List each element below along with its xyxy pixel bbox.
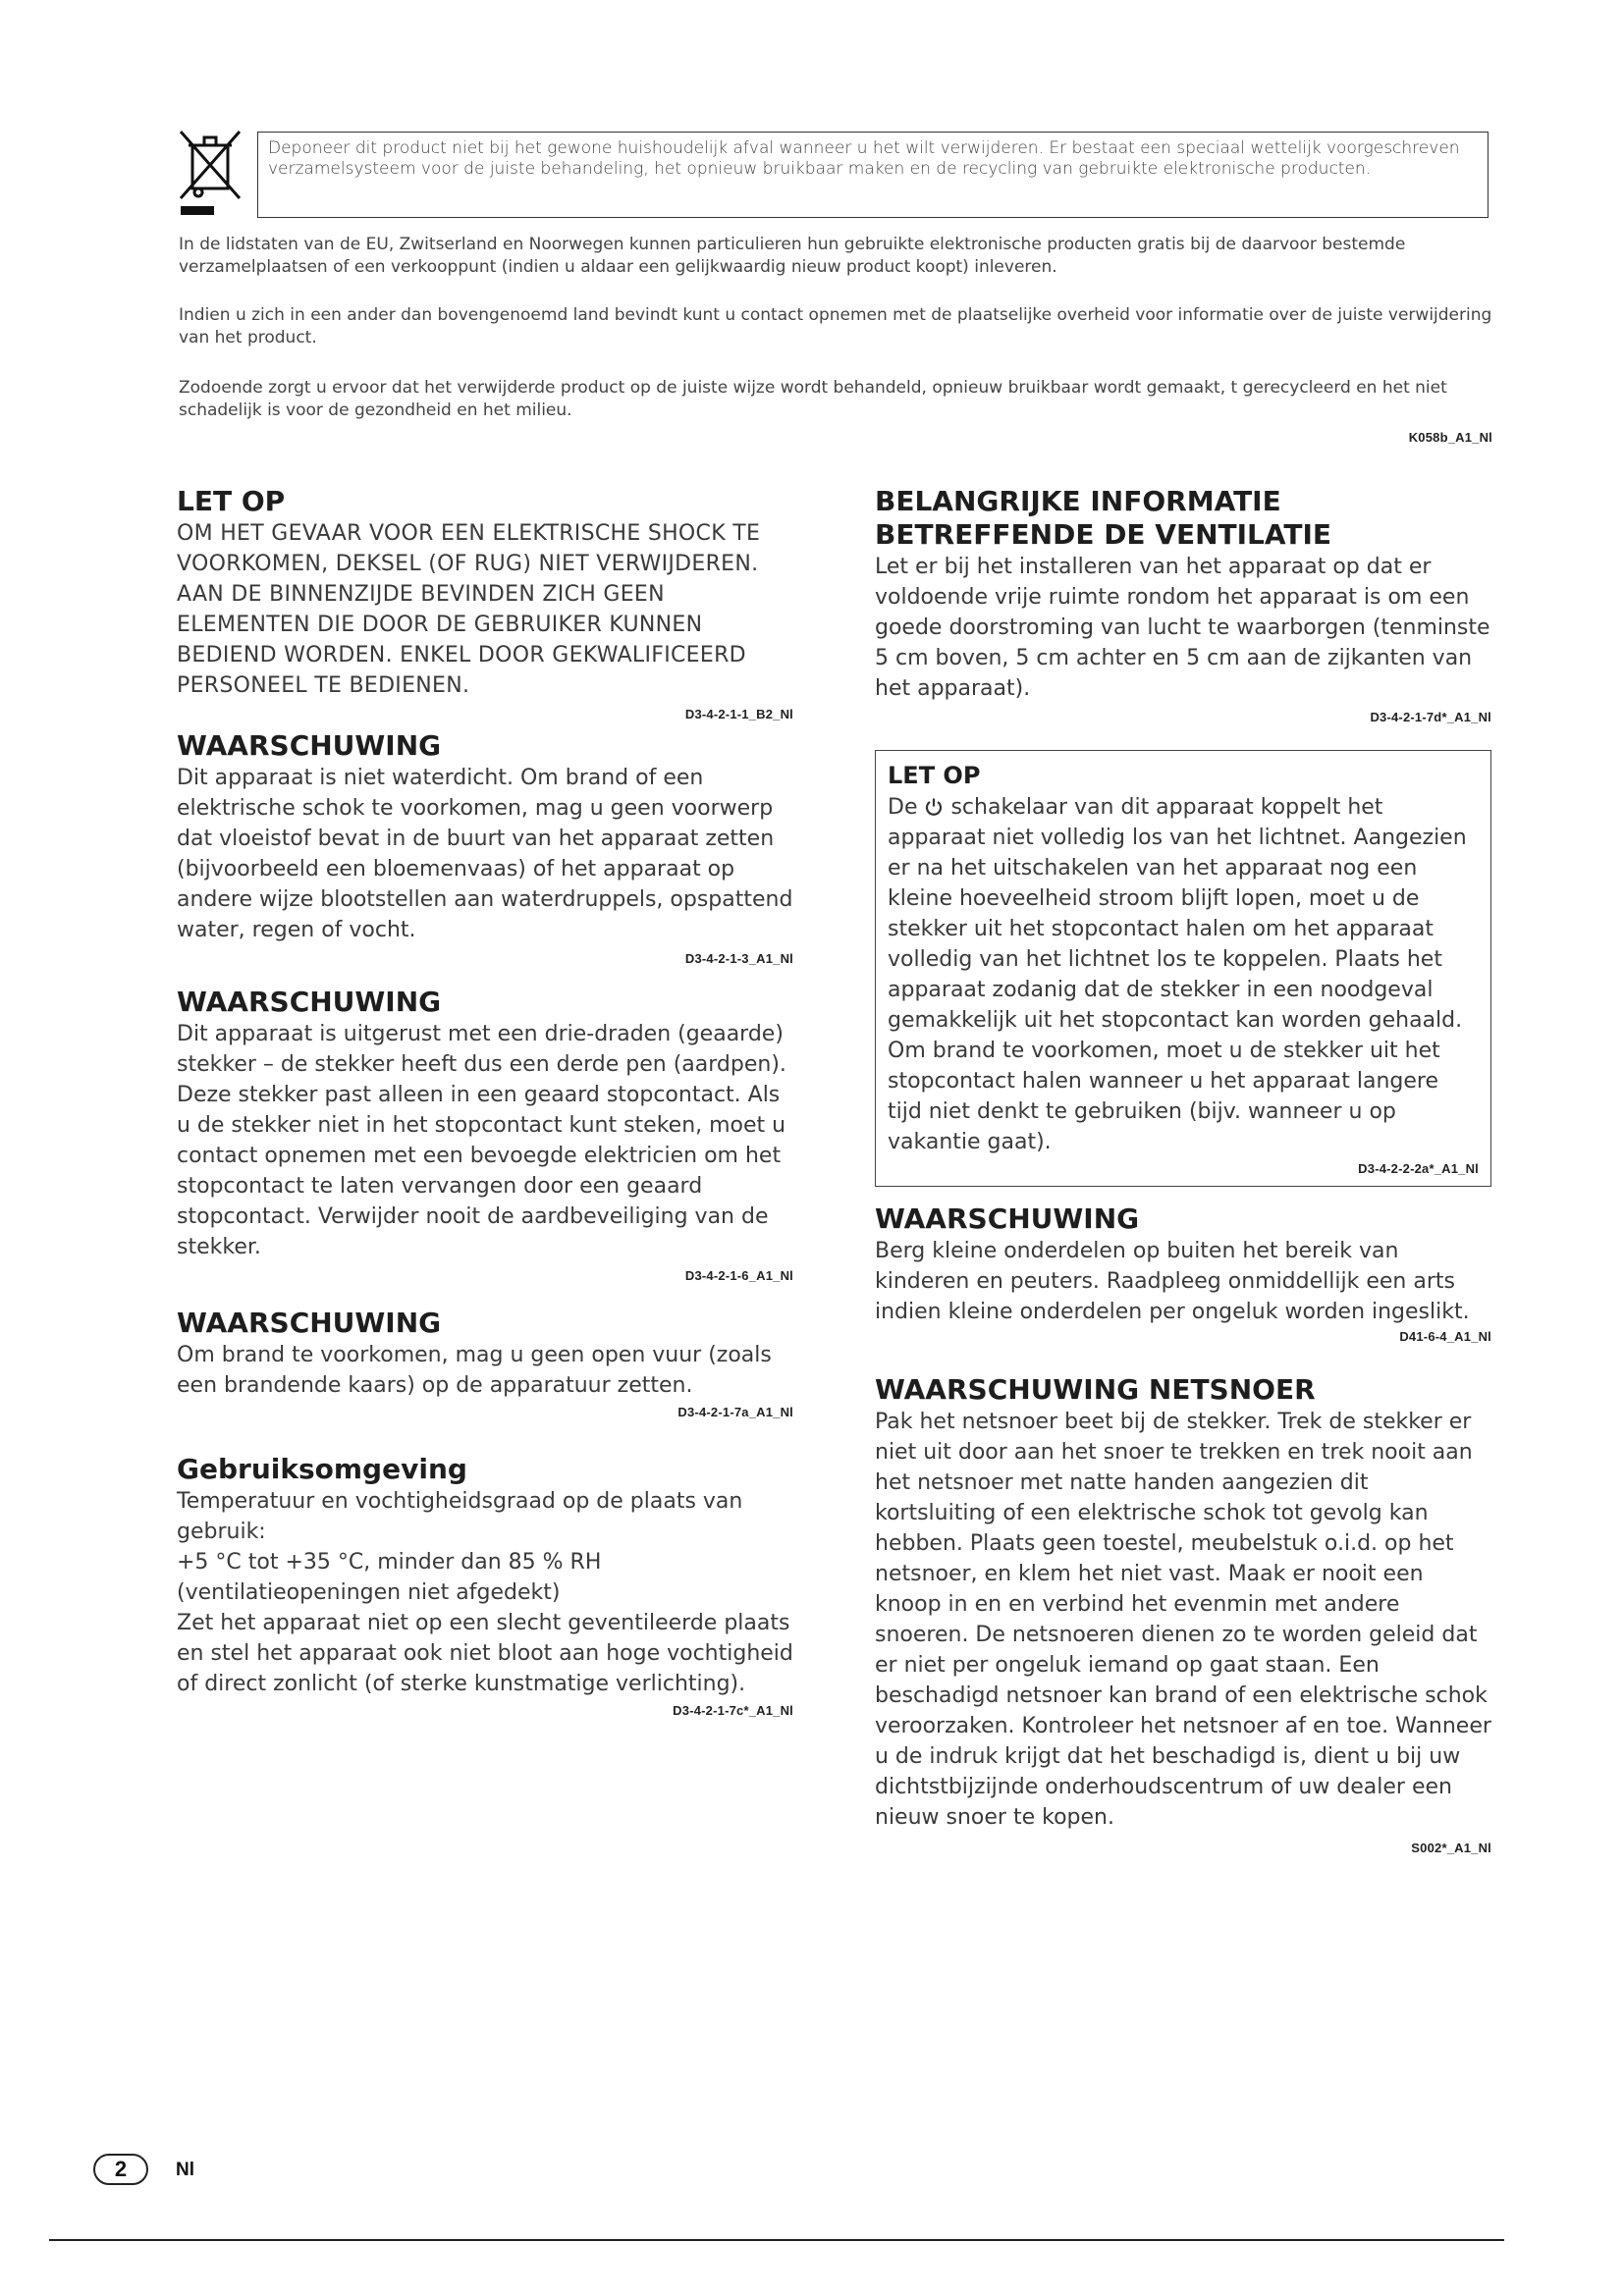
power-standby-icon xyxy=(924,797,944,817)
weee-notice-text: Deponeer dit product niet bij het gewone huishoudelijk afval wanneer u het wilt verwijderen. Er bestaat een speciaal wettelijk voorgeschreven verzamelsysteem voor de juiste behandeling, het opnieuw bruikbaar maken en de recycling van gebruikte elektronische producten. xyxy=(268,138,1460,179)
section-gebruiksomgeving xyxy=(177,1453,793,1718)
ventilatie-heading: BELANGRIJKE INFORMATIE BETREFFENDE DE VENTILATIE xyxy=(875,485,1332,551)
gebruiksomgeving-heading: Gebruiksomgeving xyxy=(177,1453,467,1485)
waarschuwing-heading: WAARSCHUWING xyxy=(177,1307,442,1339)
waarschuwing-body: Berg kleine onderdelen op buiten het bereik van kinderen en peuters. Raadpleeg onmiddellijk een arts indien kleine onderdelen per ongeluk worden ingeslikt. xyxy=(875,1239,1470,1324)
waarschuwing-code: D41-6-4_A1_Nl xyxy=(1399,1329,1491,1344)
waarschuwing-code: D3-4-2-1-7a_A1_Nl xyxy=(677,1405,793,1419)
weee-code: K058b_A1_Nl xyxy=(1408,430,1492,445)
weee-paragraph-other-country: Indien u zich in een ander dan bovengenoemd land bevindt kunt u contact opnemen met de plaatselijke overheid voor informatie over de juiste verwijdering van het product. xyxy=(179,305,1492,347)
waarschuwing-body: Dit apparaat is uitgerust met een drie-draden (geaarde) stekker – de stekker heeft dus een derde pen (aardpen). Deze stekker past alleen in een geaard stopcontact. Als u de stekker niet in het stopcontact kunt steken, moet u contact opnemen met een bevoegde elektricien om het stopcontact te laten vervangen door een geaard stopcontact. Verwijder nooit de aardbeveiliging van de stekker. xyxy=(177,1022,786,1259)
bottom-divider xyxy=(49,2239,1504,2241)
waarschuwing-heading: WAARSCHUWING xyxy=(875,1202,1140,1235)
weee-paragraph-environment: Zodoende zorgt u ervoor dat het verwijderde product op de juiste wijze wordt behandeld, opnieuw bruikbaar wordt gemaakt, t gerecycleerd en het niet schadelijk is voor de gezondheid en het milieu. xyxy=(179,378,1447,420)
gebruiksomgeving-code: D3-4-2-1-7c*_A1_Nl xyxy=(673,1703,793,1718)
waarschuwing-heading: WAARSCHUWING xyxy=(177,729,442,762)
weee-notice-box xyxy=(257,132,1489,218)
let-op-heading: LET OP xyxy=(177,485,286,517)
gebruiksomgeving-line: Temperatuur en vochtigheidsgraad op de plaats van gebruik: xyxy=(177,1489,743,1544)
section-waarschuwing-netsnoer xyxy=(875,1373,1491,1855)
waarschuwing-heading: WAARSCHUWING xyxy=(177,986,442,1018)
let-op-code: D3-4-2-1-1_B2_Nl xyxy=(684,707,793,721)
weee-paragraph-eu: In de lidstaten van de EU, Zwitserland en Noorwegen kunnen particulieren hun gebruikte elektronische producten gratis bij de daarvoor bestemde verzamelplaatsen of een verkooppunt (indien u aldaar een gelijkwaardig nieuw product koopt) inleveren. xyxy=(179,235,1406,277)
let-op-body: OM HET GEVAAR VOOR EEN ELEKTRISCHE SHOCK TE VOORKOMEN, DEKSEL (OF RUG) NIET VERWIJDEREN. AAN DE BINNENZIJDE BEVINDEN ZICH GEEN ELEMENTEN DIE DOOR DE GEBRUIKER KUNNEN BEDIEND WORDEN. ENKEL DOOR GEKWALIFICEERD PERSONEEL TE BEDIENEN. xyxy=(177,521,761,698)
section-ventilatie xyxy=(875,485,1491,724)
waarschuwing-body: Dit apparaat is niet waterdicht. Om brand of een elektrische schok te voorkomen, mag u geen voorwerp dat vloeistof bevat in de buurt van het apparaat zetten (bijvoorbeeld een bloemenvaas) of het apparaat op andere wijze blootstellen aan waterdruppels, opspattend water, regen of vocht. xyxy=(177,766,793,942)
let-op-code: D3-4-2-2-2a*_A1_Nl xyxy=(1358,1161,1479,1176)
language-code: Nl xyxy=(176,2160,194,2180)
section-waarschuwing-open-vuur xyxy=(177,1307,793,1419)
section-waarschuwing-geaard xyxy=(177,986,793,1283)
gebruiksomgeving-line: +5 °C tot +35 °C, minder dan 85 % RH xyxy=(177,1550,602,1575)
left-column xyxy=(177,485,793,1718)
gebruiksomgeving-line: Zet het apparaat niet op een slecht geventileerde plaats en stel het apparaat ook niet bloot aan hoge vochtigheid of direct zonlicht (of sterke kunstmatige verlichting). xyxy=(177,1611,793,1696)
ventilatie-body: Let er bij het installeren van het apparaat op dat er voldoende vrije ruimte rondom het apparaat is om een goede doorstroming van lucht te waarborgen (tenminste 5 cm boven, 5 cm achter en 5 cm aan de zijkanten van het apparaat). xyxy=(875,555,1490,701)
waarschuwing-code: D3-4-2-1-6_A1_Nl xyxy=(684,1268,793,1283)
section-let-op xyxy=(177,485,793,721)
let-op-text-after: schakelaar van dit apparaat koppelt het apparaat niet volledig los van het lichtnet. Aangezien er na het uitschakelen van het apparaat nog een kleine hoeveelheid stroom blijft lopen, moet u de stekker uit het stopcontact halen om het apparaat volledig van het lichtnet los te koppelen. Plaats het apparaat zodanig dat de stekker in een noodgeval gemakkelijk uit het stopcontact kan worden gehaald. Om brand te voorkomen, moet u de stekker uit het stopcontact halen wanneer u het apparaat langere tijd niet denkt te gebruiken (bijv. wanneer u op vakantie gaat). xyxy=(888,795,1467,1154)
gebruiksomgeving-line: (ventilatieopeningen niet afgedekt) xyxy=(177,1580,561,1605)
netsnoer-body: Pak het netsnoer beet bij de stekker. Trek de stekker er niet uit door aan het snoer te trekken en trek nooit aan het netsnoer met natte handen aangezien dit kortsluiting of een elektrische schok tot gevolg kan hebben. Plaats geen toestel, meubelstuk o.i.d. op het netsnoer, en klem het niet vast. Maak er nooit een knoop in en en verbind het evenmin met andere snoeren. De netsnoeren dienen zo te worden geleid dat er niet per ongeluk iemand op gaat staan. Een beschadigd netsnoer kan brand of een elektrische schok veroorzaken. Kontroleer het netsnoer af en toe. Wanneer u de indruk krijgt dat het beschadigd is, dient u bij uw dichtstbijzijnde onderhoudscentrum of uw dealer een nieuw snoer te kopen. xyxy=(875,1410,1491,1830)
ventilatie-code: D3-4-2-1-7d*_A1_Nl xyxy=(1370,710,1491,724)
netsnoer-code: S002*_A1_Nl xyxy=(1411,1841,1491,1855)
crossed-out-wheelie-bin-icon xyxy=(177,128,245,218)
let-op-text-before: De xyxy=(888,795,925,820)
section-waarschuwing-waterdicht xyxy=(177,729,793,966)
waarschuwing-body: Om brand te voorkomen, mag u geen open vuur (zoals een brandende kaars) op de apparatuur zetten. xyxy=(177,1343,772,1398)
let-op-heading: LET OP xyxy=(888,762,981,789)
section-let-op-standby xyxy=(875,750,1491,1187)
netsnoer-heading: WAARSCHUWING NETSNOER xyxy=(875,1373,1316,1406)
let-op-standby-body xyxy=(888,792,1479,1157)
waarschuwing-code: D3-4-2-1-3_A1_Nl xyxy=(684,951,793,966)
section-waarschuwing-kleine-onderdelen xyxy=(875,1202,1491,1344)
right-column xyxy=(875,485,1491,1855)
page-number: 2 xyxy=(93,2154,148,2185)
